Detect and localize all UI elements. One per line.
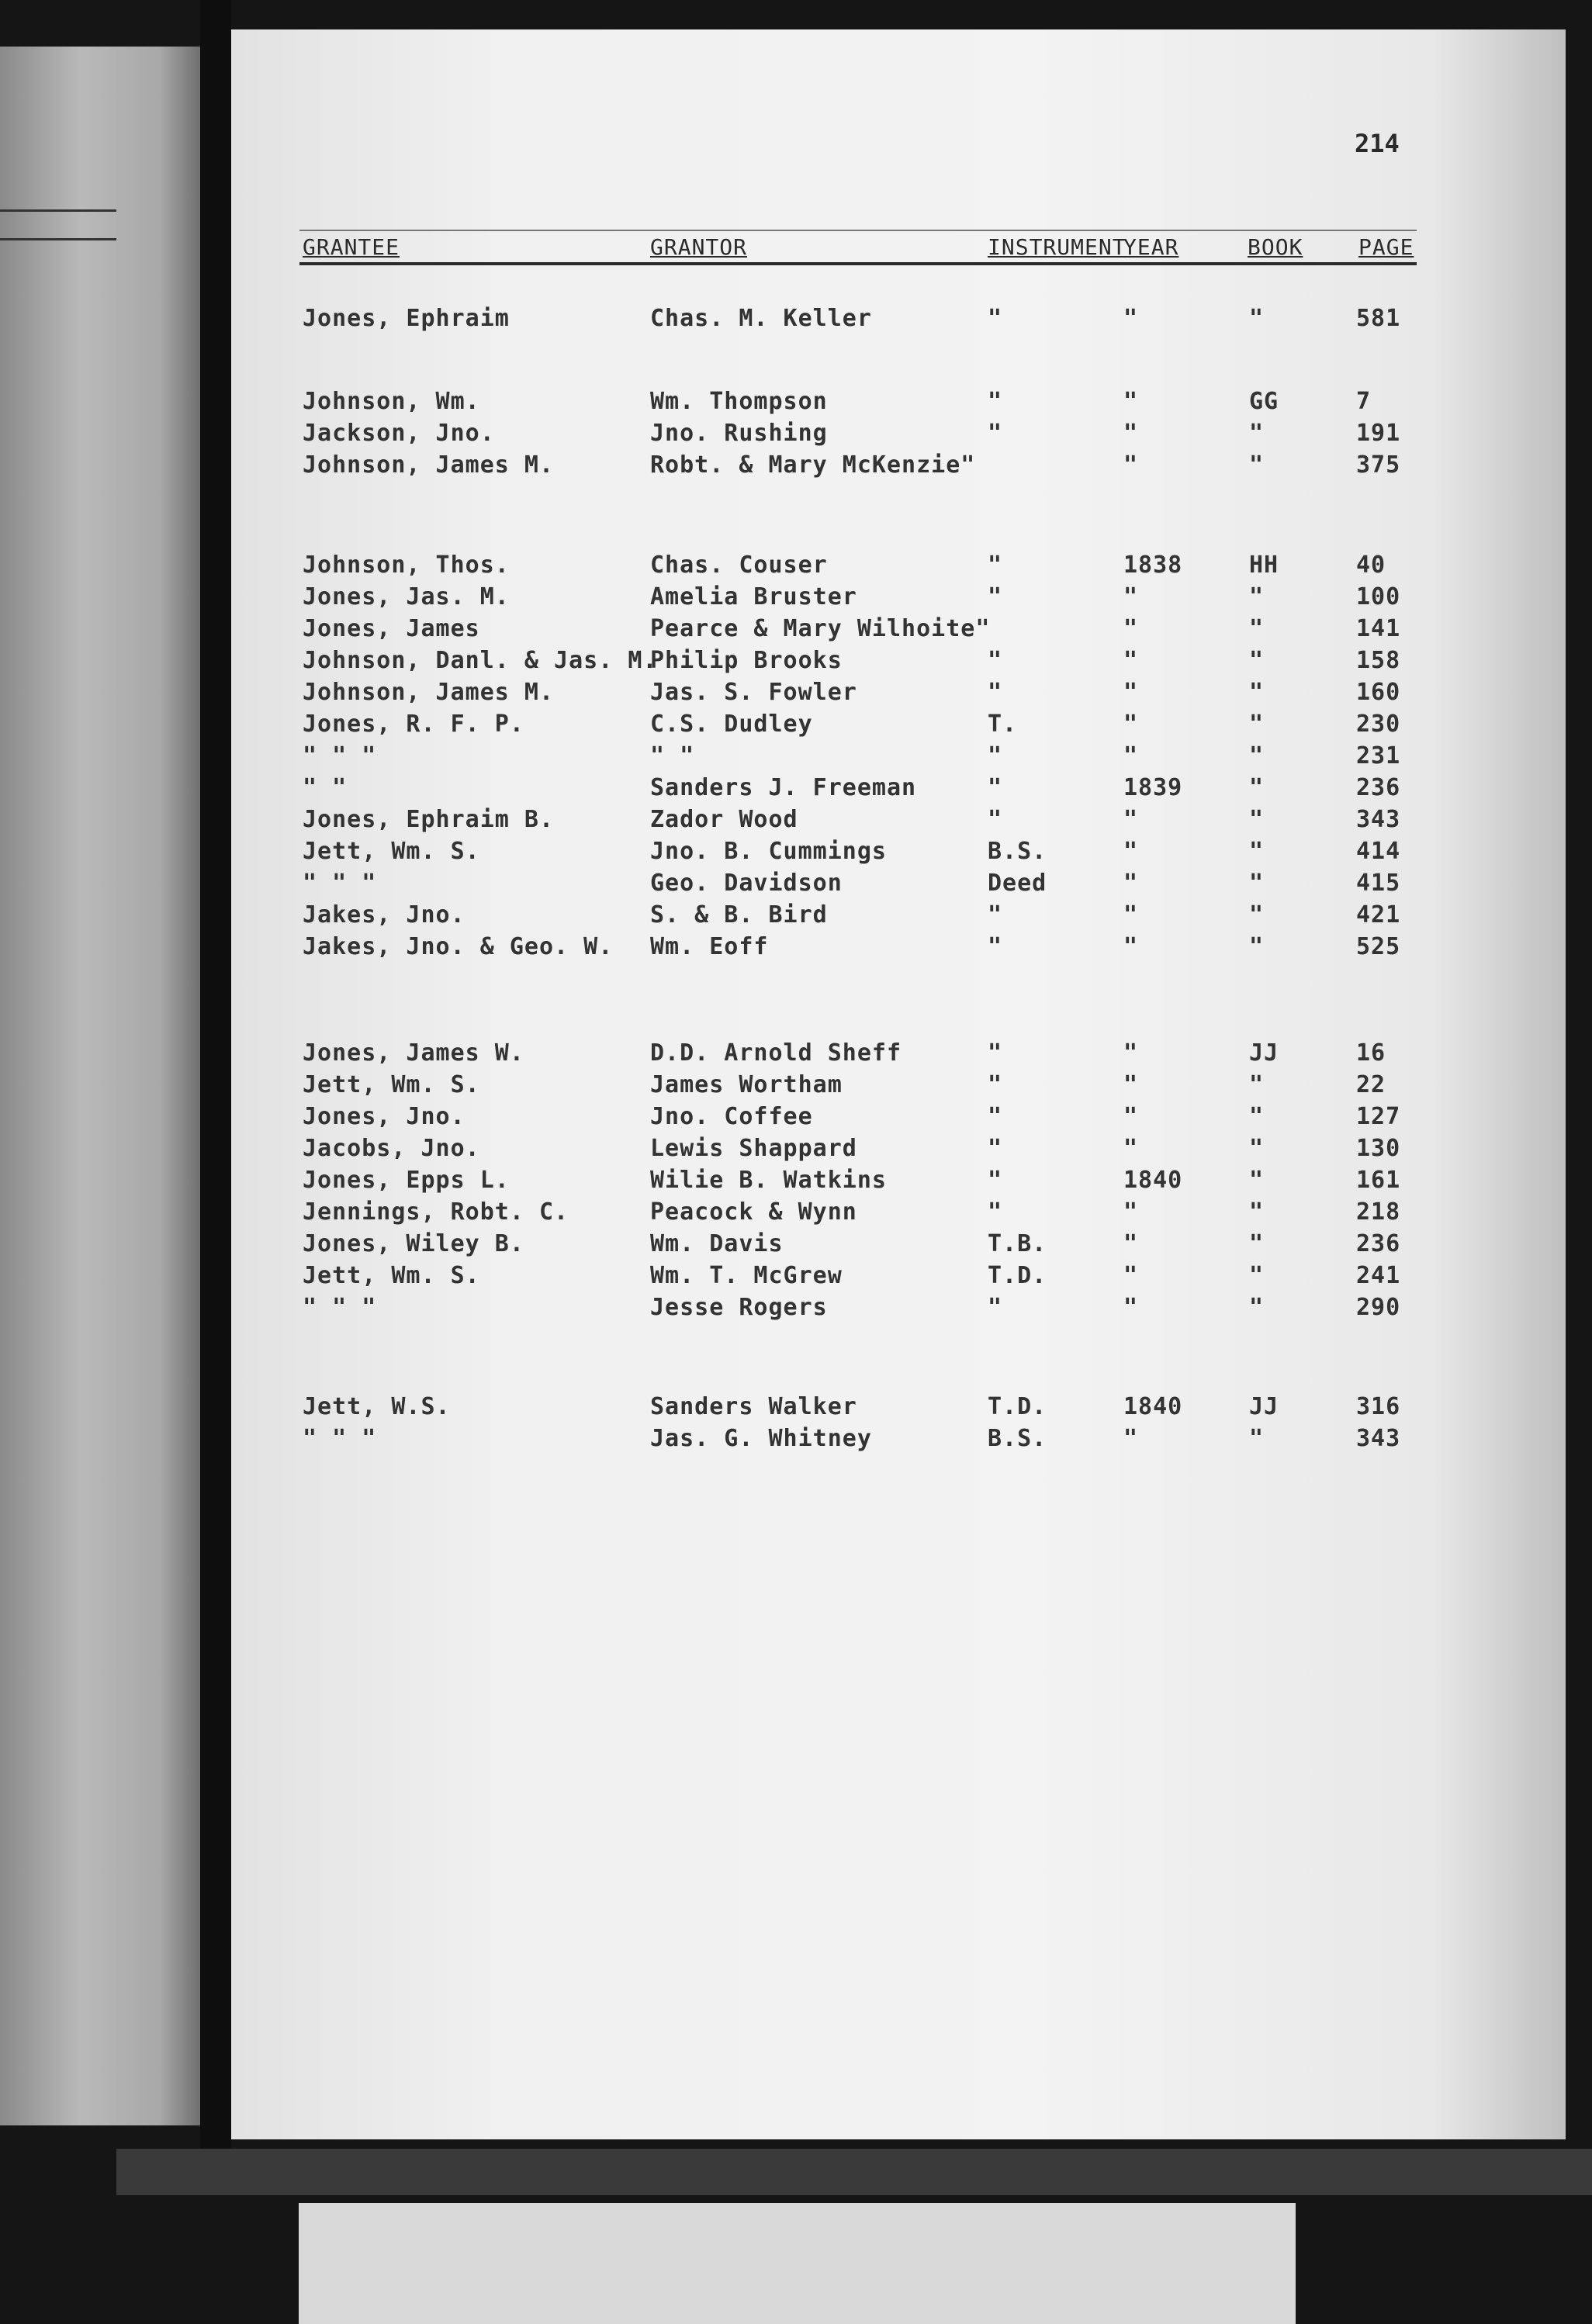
cell-page: 236: [1356, 1230, 1401, 1257]
table-row: [231, 1262, 1566, 1293]
cell-grantee: Jones, Ephraim: [303, 305, 510, 332]
cell-instrument: ": [988, 388, 1003, 415]
table-row: [231, 1393, 1566, 1424]
cell-book: ": [1249, 1198, 1265, 1226]
cell-year: ": [1123, 1103, 1139, 1130]
table-row: [231, 870, 1566, 901]
cell-grantor: Zador Wood: [650, 806, 798, 833]
cell-year: ": [1123, 615, 1139, 642]
cell-instrument: ": [988, 1198, 1003, 1226]
cell-year: ": [1123, 647, 1139, 674]
cell-year: 1840: [1123, 1167, 1183, 1194]
cell-grantee: Jones, Jno.: [303, 1103, 465, 1130]
cell-instrument: Deed: [988, 870, 1047, 897]
cell-year: ": [1123, 742, 1139, 769]
table-row: [231, 838, 1566, 869]
cell-grantor: Jno. Rushing: [650, 420, 828, 447]
cell-grantor: Sanders Walker: [650, 1393, 857, 1420]
table-row: [231, 806, 1566, 837]
cell-year: ": [1123, 451, 1139, 479]
cell-instrument: B.S.: [988, 1425, 1047, 1452]
table-row: [231, 388, 1566, 419]
cell-grantor: C.S. Dudley: [650, 711, 813, 738]
cell-book: ": [1249, 711, 1265, 738]
cell-grantee: Jacobs, Jno.: [303, 1135, 480, 1162]
cell-grantor: James Wortham: [650, 1071, 843, 1098]
table-row: [231, 1294, 1566, 1325]
cell-instrument: ": [988, 933, 1003, 960]
cell-page: 581: [1356, 305, 1401, 332]
cell-page: 22: [1356, 1071, 1386, 1098]
table-row: [231, 420, 1566, 451]
cell-year: ": [1123, 305, 1139, 332]
cell-page: 158: [1356, 647, 1401, 674]
cell-grantee: Jones, James W.: [303, 1039, 524, 1067]
table-row: [231, 933, 1566, 964]
header-book: BOOK: [1248, 234, 1303, 260]
cell-year: 1839: [1123, 774, 1183, 801]
cell-year: ": [1123, 806, 1139, 833]
cell-year: ": [1123, 1230, 1139, 1257]
cell-page: 236: [1356, 774, 1401, 801]
cell-year: ": [1123, 388, 1139, 415]
cell-grantee: Jones, Ephraim B.: [303, 806, 555, 833]
cell-year: ": [1123, 420, 1139, 447]
cell-grantee: " " ": [303, 1294, 377, 1321]
cell-instrument: ": [988, 552, 1003, 579]
cell-grantee: Johnson, Danl. & Jas. M.: [303, 647, 658, 674]
cell-book: ": [1249, 1230, 1265, 1257]
cell-grantor: Wm. T. McGrew: [650, 1262, 843, 1289]
cell-grantor: D.D. Arnold Sheff: [650, 1039, 902, 1067]
cell-year: ": [1123, 1039, 1139, 1067]
cell-page: 100: [1356, 583, 1401, 610]
cell-year: ": [1123, 679, 1139, 706]
table-row: [231, 583, 1566, 614]
table-row: [231, 774, 1566, 805]
cell-page: 130: [1356, 1135, 1401, 1162]
cell-grantee: Johnson, James M.: [303, 451, 555, 479]
facing-page-bleed: [0, 47, 200, 2125]
cell-page: 525: [1356, 933, 1401, 960]
header-page: PAGE: [1358, 234, 1414, 260]
cell-book: JJ: [1249, 1393, 1279, 1420]
cell-page: 7: [1356, 388, 1372, 415]
facing-page-header-rule: [0, 209, 116, 240]
cell-page: 231: [1356, 742, 1401, 769]
column-header-row: [299, 230, 1417, 265]
cell-page: 241: [1356, 1262, 1401, 1289]
cell-book: JJ: [1249, 1039, 1279, 1067]
cell-grantor: Wm. Eoff: [650, 933, 769, 960]
cell-page: 316: [1356, 1393, 1401, 1420]
cell-year: 1840: [1123, 1393, 1183, 1420]
cell-instrument: ": [988, 901, 1003, 929]
cell-book: ": [1249, 870, 1265, 897]
cell-grantor: Sanders J. Freeman: [650, 774, 917, 801]
cell-instrument: ": [988, 1103, 1003, 1130]
cell-instrument: ": [988, 1039, 1003, 1067]
cell-grantee: Jackson, Jno.: [303, 420, 495, 447]
cell-instrument: ": [988, 806, 1003, 833]
cell-page: 375: [1356, 451, 1401, 479]
cell-year: ": [1123, 1071, 1139, 1098]
cell-grantee: Jones, Jas. M.: [303, 583, 510, 610]
cell-grantor: S. & B. Bird: [650, 901, 828, 929]
table-row: [231, 742, 1566, 773]
cell-book: ": [1249, 451, 1265, 479]
cell-page: 141: [1356, 615, 1401, 642]
cell-grantee: Jett, Wm. S.: [303, 1262, 480, 1289]
cell-grantor: Amelia Bruster: [650, 583, 857, 610]
cell-grantee: Jones, R. F. P.: [303, 711, 524, 738]
cell-year: ": [1123, 1198, 1139, 1226]
cell-grantee: Jennings, Robt. C.: [303, 1198, 569, 1226]
table-row: [231, 451, 1566, 482]
cell-instrument: ": [988, 742, 1003, 769]
cell-grantor: Lewis Shappard: [650, 1135, 857, 1162]
cell-page: 230: [1356, 711, 1401, 738]
cell-instrument: ": [988, 420, 1003, 447]
cell-book: ": [1249, 1135, 1265, 1162]
cell-grantee: Jones, Epps L.: [303, 1167, 510, 1194]
cell-book: GG: [1249, 388, 1279, 415]
cell-grantee: Jett, W.S.: [303, 1393, 451, 1420]
cell-instrument: ": [988, 774, 1003, 801]
cell-instrument: B.S.: [988, 838, 1047, 865]
cell-grantor: Wm. Davis: [650, 1230, 784, 1257]
table-row: [231, 1167, 1566, 1198]
cell-book: ": [1249, 1167, 1265, 1194]
cell-year: ": [1123, 1262, 1139, 1289]
cell-page: 415: [1356, 870, 1401, 897]
table-row: [231, 1071, 1566, 1102]
cell-instrument: ": [988, 1135, 1003, 1162]
cell-book: ": [1249, 774, 1265, 801]
table-row: [231, 1198, 1566, 1229]
cell-grantor: Jas. S. Fowler: [650, 679, 857, 706]
cell-grantor: " ": [650, 742, 695, 769]
cell-grantor: Jno. Coffee: [650, 1103, 813, 1130]
cell-year: ": [1123, 1135, 1139, 1162]
table-row: [231, 1039, 1566, 1070]
film-border-bottom: [116, 2149, 1592, 2195]
header-year: YEAR: [1123, 234, 1179, 260]
cell-grantee: " " ": [303, 870, 377, 897]
cell-book: ": [1249, 1103, 1265, 1130]
cell-grantor: Peacock & Wynn: [650, 1198, 857, 1226]
cell-grantor: Wm. Thompson: [650, 388, 828, 415]
cell-instrument: ": [988, 679, 1003, 706]
cell-instrument: T.: [988, 711, 1018, 738]
cell-book: ": [1249, 1071, 1265, 1098]
cell-book: ": [1249, 901, 1265, 929]
cell-year: ": [1123, 583, 1139, 610]
cell-page: 16: [1356, 1039, 1386, 1067]
cell-grantee: Jett, Wm. S.: [303, 838, 480, 865]
cell-grantee: Johnson, James M.: [303, 679, 555, 706]
cell-year: ": [1123, 838, 1139, 865]
cell-grantor: Pearce & Mary Wilhoite": [650, 615, 991, 642]
cell-book: ": [1249, 420, 1265, 447]
table-row: [231, 552, 1566, 583]
cell-year: 1838: [1123, 552, 1183, 579]
cell-year: ": [1123, 711, 1139, 738]
cell-instrument: T.D.: [988, 1393, 1047, 1420]
cell-grantee: " " ": [303, 1425, 377, 1452]
cell-grantee: Jakes, Jno. & Geo. W.: [303, 933, 614, 960]
cell-year: ": [1123, 901, 1139, 929]
cell-grantee: Jones, James: [303, 615, 480, 642]
cell-instrument: ": [988, 305, 1003, 332]
film-card-bottom: [299, 2203, 1296, 2324]
table-row: [231, 901, 1566, 932]
cell-page: 421: [1356, 901, 1401, 929]
cell-grantee: " " ": [303, 742, 377, 769]
cell-instrument: ": [988, 1167, 1003, 1194]
cell-instrument: T.B.: [988, 1230, 1047, 1257]
cell-grantor: Jno. B. Cummings: [650, 838, 887, 865]
header-grantor: GRANTOR: [650, 234, 748, 260]
cell-instrument: ": [988, 1071, 1003, 1098]
page-number: 214: [1355, 129, 1400, 158]
cell-instrument: ": [988, 583, 1003, 610]
cell-year: ": [1123, 1294, 1139, 1321]
cell-page: 161: [1356, 1167, 1401, 1194]
cell-book: ": [1249, 679, 1265, 706]
cell-book: ": [1249, 615, 1265, 642]
cell-grantor: Robt. & Mary McKenzie": [650, 451, 976, 479]
cell-grantor: Philip Brooks: [650, 647, 843, 674]
cell-book: ": [1249, 1294, 1265, 1321]
cell-instrument: ": [988, 1294, 1003, 1321]
cell-grantor: Jesse Rogers: [650, 1294, 828, 1321]
cell-grantee: " ": [303, 774, 348, 801]
cell-page: 218: [1356, 1198, 1401, 1226]
header-grantee: GRANTEE: [303, 234, 400, 260]
table-row: [231, 1230, 1566, 1261]
cell-year: ": [1123, 933, 1139, 960]
table-row: [231, 679, 1566, 710]
index-page: [231, 29, 1566, 2139]
cell-page: 160: [1356, 679, 1401, 706]
cell-grantor: Geo. Davidson: [650, 870, 843, 897]
cell-instrument: ": [988, 647, 1003, 674]
cell-grantee: Johnson, Wm.: [303, 388, 480, 415]
cell-page: 290: [1356, 1294, 1401, 1321]
cell-grantor: Chas. M. Keller: [650, 305, 872, 332]
cell-grantee: Jones, Wiley B.: [303, 1230, 524, 1257]
cell-page: 127: [1356, 1103, 1401, 1130]
cell-grantor: Jas. G. Whitney: [650, 1425, 872, 1452]
cell-page: 343: [1356, 1425, 1401, 1452]
header-instrument: INSTRUMENT: [988, 234, 1127, 260]
table-row: [231, 1103, 1566, 1134]
cell-book: ": [1249, 742, 1265, 769]
cell-grantee: Johnson, Thos.: [303, 552, 510, 579]
cell-book: ": [1249, 647, 1265, 674]
cell-book: ": [1249, 1262, 1265, 1289]
cell-book: ": [1249, 933, 1265, 960]
cell-book: ": [1249, 1425, 1265, 1452]
cell-year: ": [1123, 870, 1139, 897]
cell-grantee: Jett, Wm. S.: [303, 1071, 480, 1098]
table-row: [231, 1425, 1566, 1456]
cell-page: 40: [1356, 552, 1386, 579]
cell-book: ": [1249, 305, 1265, 332]
cell-year: ": [1123, 1425, 1139, 1452]
cell-page: 191: [1356, 420, 1401, 447]
page-gutter: [200, 0, 231, 2156]
cell-grantor: Wilie B. Watkins: [650, 1167, 887, 1194]
table-row: [231, 711, 1566, 742]
cell-grantor: Chas. Couser: [650, 552, 828, 579]
cell-book: ": [1249, 583, 1265, 610]
cell-book: ": [1249, 838, 1265, 865]
table-row: [231, 615, 1566, 646]
cell-page: 414: [1356, 838, 1401, 865]
cell-instrument: T.D.: [988, 1262, 1047, 1289]
cell-page: 343: [1356, 806, 1401, 833]
cell-book: HH: [1249, 552, 1279, 579]
table-row: [231, 305, 1566, 336]
cell-grantee: Jakes, Jno.: [303, 901, 465, 929]
cell-book: ": [1249, 806, 1265, 833]
table-row: [231, 1135, 1566, 1166]
table-row: [231, 647, 1566, 678]
